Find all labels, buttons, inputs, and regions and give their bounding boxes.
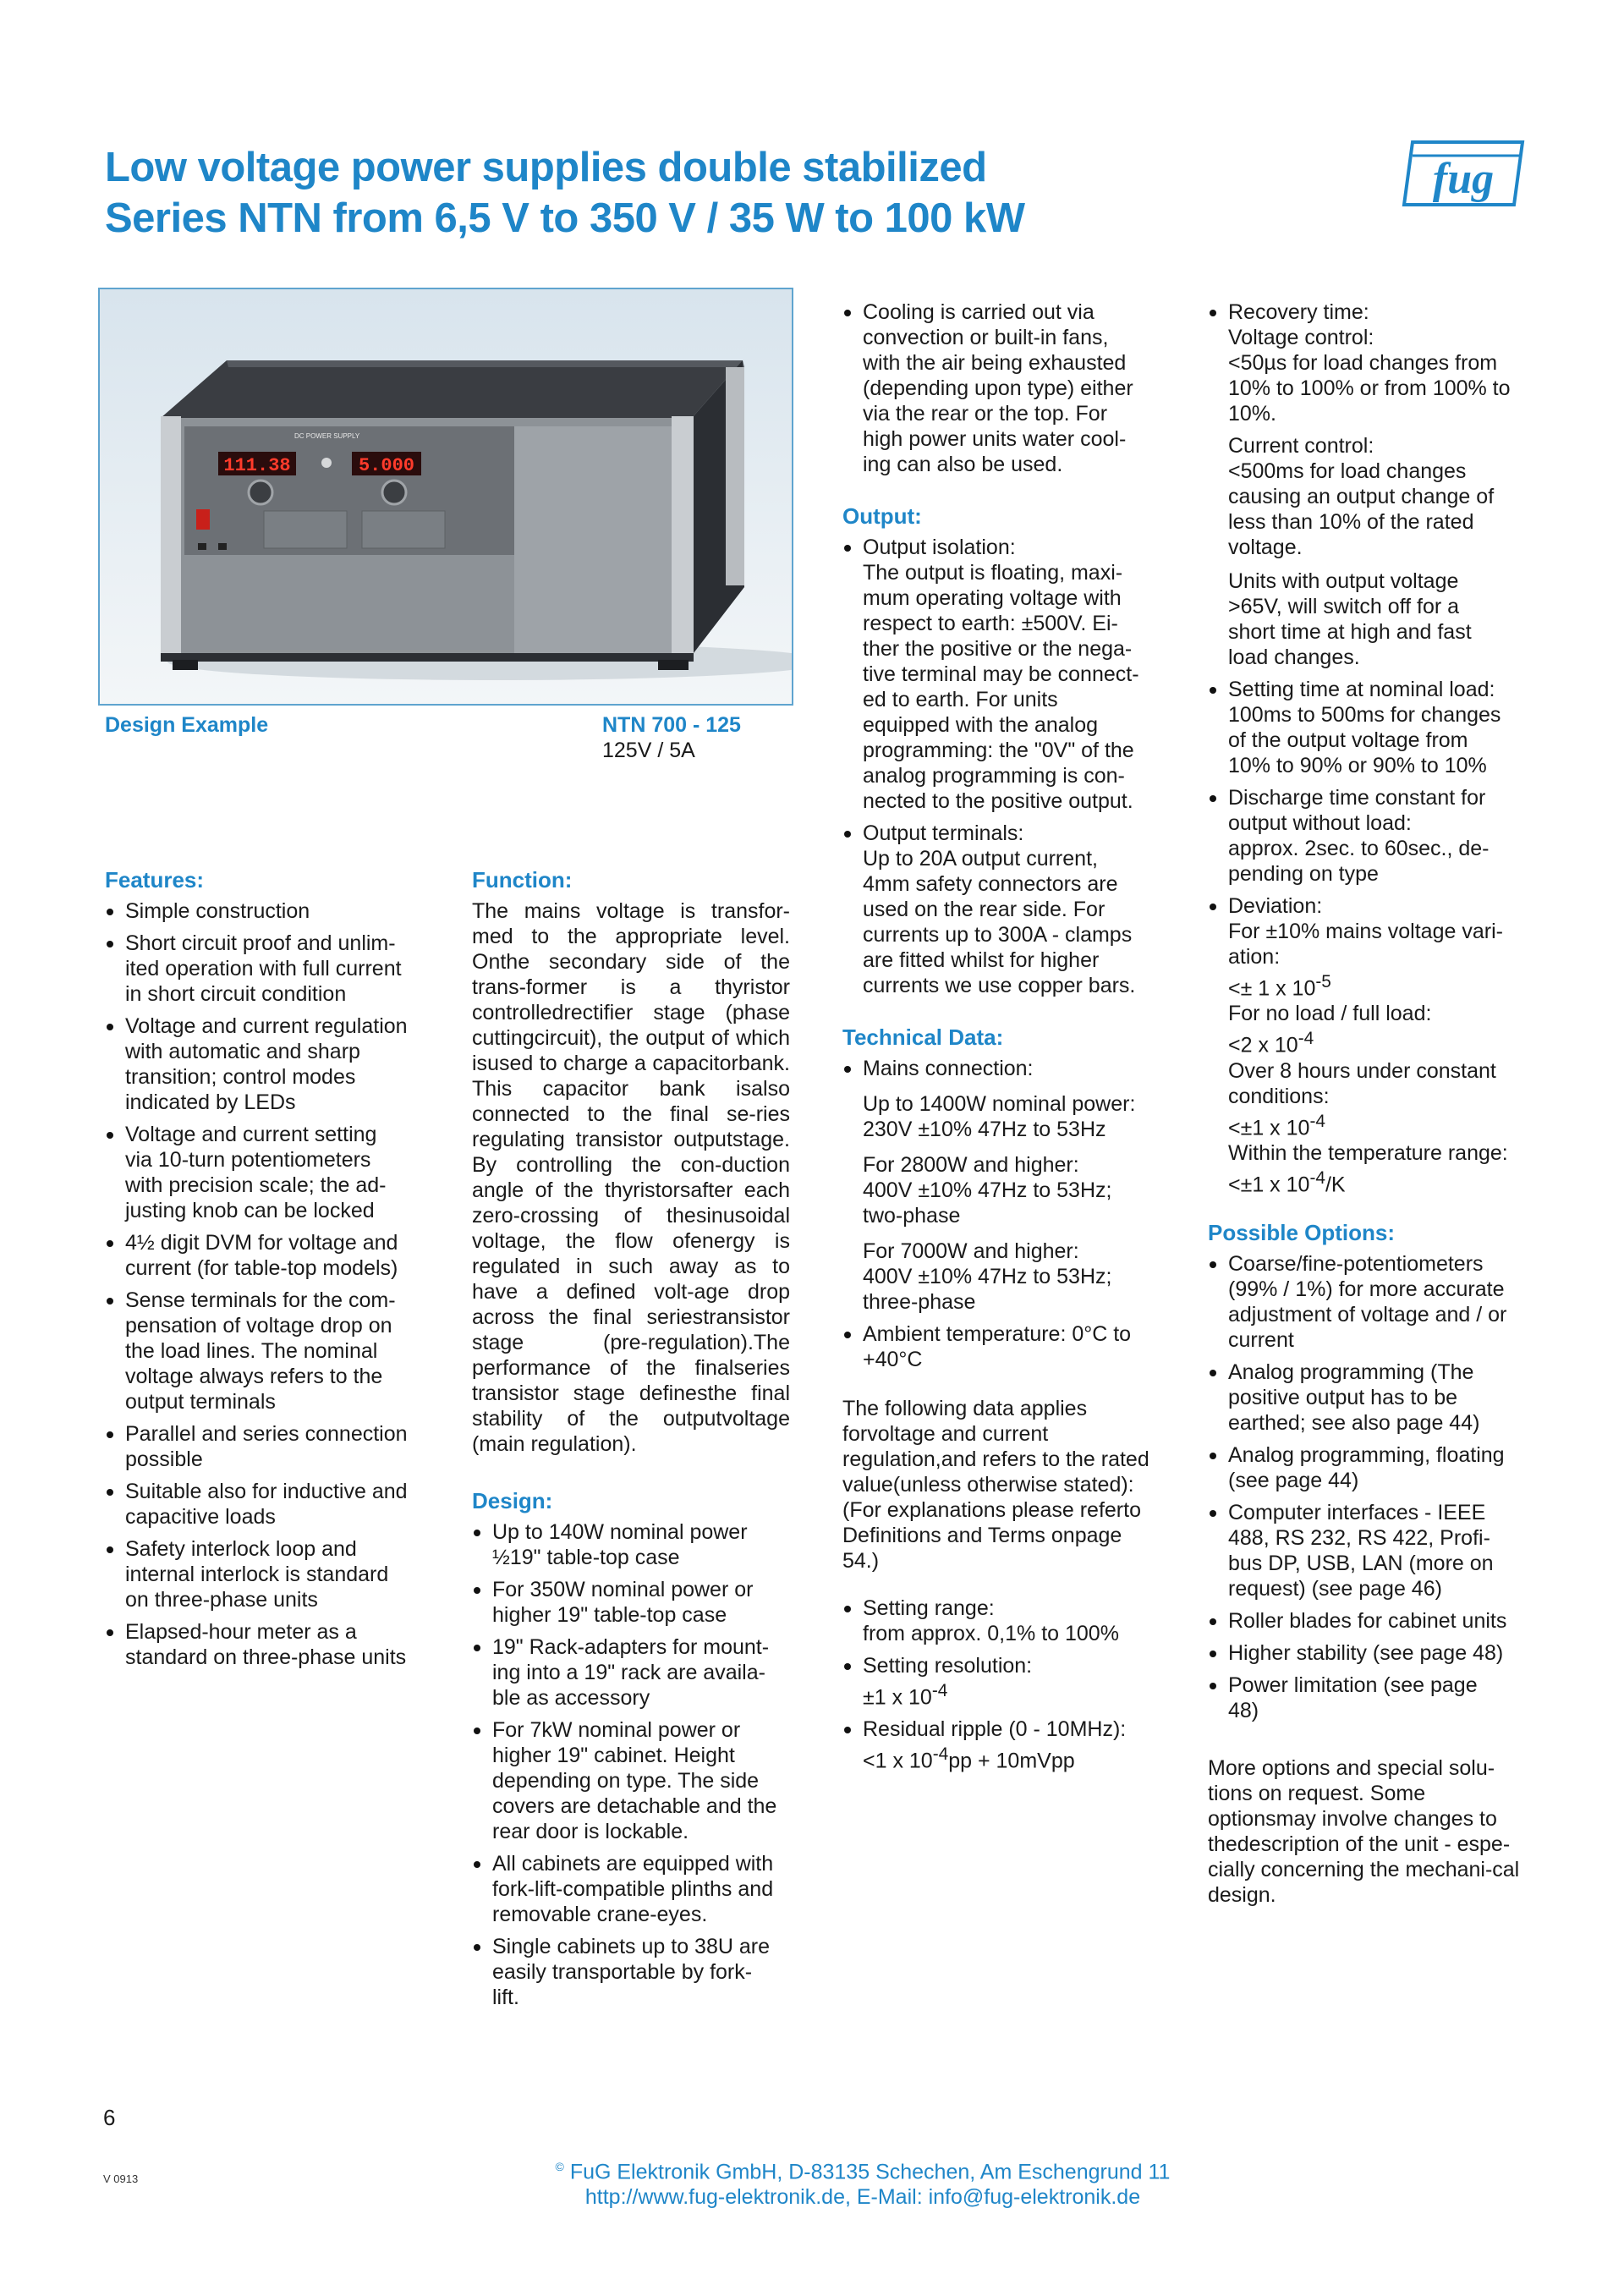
option-item-line: Coarse/fine-potentiometers	[1228, 1252, 1484, 1277]
isolation-line: ed to earth. For units	[863, 688, 1058, 711]
fug-logo	[1401, 135, 1526, 211]
option-item-line: current	[1228, 1328, 1294, 1353]
more-options-line: may involve changes to the	[1208, 1807, 1497, 1857]
setting-time-item	[1208, 677, 1521, 778]
output-isolation-label: Output isolation:	[863, 536, 1016, 559]
output-terminals-item	[842, 821, 1155, 998]
options-list	[1208, 1251, 1521, 1723]
footer-address: FuG Elektronik GmbH, D-83135 Schechen, Am Eschengrund 11	[563, 2160, 1171, 2184]
technical-note	[842, 1396, 1155, 1574]
feature-item-line: Sense terminals for the com-	[125, 1288, 396, 1312]
note-line: (unless otherwise stated):	[892, 1473, 1134, 1497]
design-item-line: higher 19" cabinet. Height	[492, 1744, 735, 1767]
recovery-options-section	[1208, 299, 1521, 1908]
option-item-line: request) (see page 46)	[1228, 1577, 1442, 1601]
more-options-line: cal design.	[1208, 1858, 1520, 1908]
design-item-line: ing into a 19" rack are availa-	[492, 1661, 765, 1684]
feature-item-line: ited operation with full current	[125, 957, 402, 980]
setting-resolution-value: ±1 x 10	[863, 1685, 932, 1710]
current-control-line: <500ms for load changes	[1228, 459, 1467, 483]
dev-mains-line: For ±10% mains voltage vari-	[1228, 920, 1503, 943]
options-heading: Possible Options:	[1208, 1220, 1396, 1246]
feature-item	[105, 1479, 420, 1530]
isolation-line: mum operating voltage with	[863, 586, 1122, 610]
feature-item-line: transition; control modes	[125, 1065, 356, 1089]
mains-line: For 7000W and higher:	[863, 1239, 1079, 1263]
function-line: duction angle of the thyristors	[472, 1153, 790, 1202]
cooling-line: convection or built-in fans,	[863, 326, 1109, 349]
cooling-line: Cooling is carried out via	[863, 300, 1095, 324]
function-line: age drop across the final series	[472, 1280, 790, 1329]
setting-time-line: Setting time at nominal load:	[1228, 678, 1495, 701]
function-line: voltage (main regulation).	[472, 1407, 790, 1456]
note-line: The following data applies for	[842, 1397, 1088, 1446]
design-item-line: covers are detachable and the	[492, 1794, 777, 1818]
function-line: med to the appropriate level. On	[472, 925, 790, 974]
feature-item-line: voltage always refers to the	[125, 1365, 383, 1388]
discharge-line: output without load:	[1228, 811, 1412, 835]
design-item-line: easily transportable by fork-	[492, 1960, 753, 1984]
dev-temp-value: <±1 x 10	[1228, 1173, 1310, 1197]
terminals-line: used on the rear side. For	[863, 898, 1106, 921]
feature-item	[105, 1536, 420, 1612]
feature-item	[105, 898, 420, 924]
design-item	[472, 1717, 790, 1844]
mains-line: 230V ±10% 47Hz to 53Hz	[863, 1118, 1106, 1141]
feature-item-line: with automatic and sharp	[125, 1040, 360, 1063]
option-item-line: Computer interfaces - IEEE	[1228, 1501, 1486, 1525]
output-heading: Output:	[842, 503, 922, 529]
power-supply-illustration	[100, 289, 792, 704]
function-line: ries regulating transistor output	[472, 1102, 790, 1151]
setting-time-line: of the output voltage from	[1228, 728, 1468, 752]
features-heading: Features:	[105, 867, 205, 893]
recovery-item	[1208, 299, 1521, 670]
feature-item-line: with precision scale; the ad-	[125, 1173, 387, 1197]
cooling-line: with the air being exhausted	[863, 351, 1127, 375]
units-note-line: >65V, will switch off for a	[1228, 595, 1460, 618]
isolation-line: tive terminal may be connect-	[863, 662, 1139, 686]
ripple-exponent: -4	[932, 1744, 949, 1765]
option-item	[1208, 1608, 1521, 1634]
page-title	[105, 142, 1025, 244]
design-item-line: All cabinets are equipped with	[492, 1852, 774, 1876]
design-item-line: depending on type. The side	[492, 1769, 760, 1793]
option-item	[1208, 1500, 1521, 1601]
option-item-line: positive output has to be	[1228, 1386, 1458, 1410]
ambient-line: Ambient temperature: 0°C to	[863, 1322, 1132, 1346]
function-line: after each zero-crossing of the	[472, 1178, 791, 1228]
cooling-line: ing can also be used.	[863, 453, 1063, 476]
design-item-line: For 7kW nominal power or	[492, 1718, 741, 1742]
terminals-line: are fitted whilst for higher	[863, 948, 1100, 972]
dev-temp-label: Within the temperature range:	[1228, 1140, 1508, 1165]
setting-resolution-item	[842, 1653, 1155, 1710]
setting-resolution-exponent: -4	[931, 1681, 948, 1700]
discharge-line: approx. 2sec. to 60sec., de-	[1228, 837, 1490, 860]
design-item	[472, 1934, 790, 2010]
dev-load-value: <2 x 10	[1228, 1033, 1298, 1057]
design-example-caption	[105, 712, 268, 738]
option-item	[1208, 1673, 1521, 1723]
ambient-item	[842, 1321, 1155, 1372]
more-options-text	[1208, 1755, 1521, 1908]
current-display: 5.000	[358, 455, 415, 476]
option-item-line: 48)	[1228, 1699, 1259, 1723]
option-item-line: bus DP, USB, LAN (more on	[1228, 1552, 1494, 1576]
design-list	[472, 1519, 790, 2010]
feature-item	[105, 931, 420, 1007]
more-options-line: description of the unit - espe-	[1237, 1832, 1511, 1857]
setting-range-item	[842, 1596, 1155, 1646]
features-section	[105, 866, 420, 1677]
feature-item-line: on three-phase units	[125, 1588, 318, 1612]
feature-item-line: Safety interlock loop and	[125, 1537, 357, 1561]
title-line-2: Series NTN from 6,5 V to 350 V / 35 W to 100 kW	[105, 195, 1025, 241]
setting-resolution-label: Setting resolution:	[863, 1654, 1033, 1678]
function-line: rectifier stage (phase cutting	[472, 1001, 790, 1050]
dev-temp-exponent: -4	[1309, 1167, 1325, 1188]
dev-load-label: For no load / full load:	[1228, 1002, 1432, 1026]
option-item	[1208, 1442, 1521, 1493]
option-item	[1208, 1640, 1521, 1666]
function-line: energy is regulated in such a	[472, 1229, 790, 1278]
more-options-line: tions on request. Some options	[1208, 1782, 1426, 1832]
dev-hours-line: conditions:	[1228, 1084, 1330, 1108]
setting-time-line: 100ms to 500ms for changes	[1228, 703, 1501, 727]
feature-item-line: Suitable also for inductive and	[125, 1480, 408, 1503]
function-line: used to charge a capacitor	[487, 1052, 738, 1075]
product-photo	[98, 288, 793, 706]
feature-item-line: the load lines. The nominal	[125, 1339, 378, 1363]
function-heading: Function:	[472, 867, 573, 893]
dev-mains-exponent: -5	[1315, 972, 1331, 991]
design-item	[472, 1634, 790, 1711]
feature-item	[105, 1421, 420, 1472]
recovery-label: Recovery time:	[1228, 300, 1369, 324]
output-terminals-label: Output terminals:	[863, 821, 1024, 845]
technical-heading: Technical Data:	[842, 1024, 1004, 1050]
design-item-line: fork-lift-compatible plinths and	[492, 1877, 774, 1901]
isolation-line: ther the positive or the nega-	[863, 637, 1133, 661]
mains-label: Mains connection:	[863, 1057, 1034, 1080]
design-item	[472, 1577, 790, 1628]
cooling-line: via the rear or the top. For	[863, 402, 1108, 426]
option-item	[1208, 1251, 1521, 1353]
logo-text: fug	[1432, 155, 1495, 203]
isolation-line: programming: the "0V" of the	[863, 739, 1134, 762]
feature-item-line: possible	[125, 1447, 203, 1471]
feature-item-line: justing knob can be locked	[125, 1199, 375, 1222]
function-line: way as to have a defined volt-	[472, 1255, 790, 1304]
model-caption	[602, 712, 741, 763]
panel-label: DC POWER SUPPLY	[294, 432, 360, 440]
feature-item-line: in short circuit condition	[125, 982, 347, 1006]
design-item-line: higher 19" table-top case	[492, 1603, 727, 1627]
setting-time-line: 10% to 90% or 90% to 10%	[1228, 754, 1487, 777]
option-item	[1208, 1359, 1521, 1436]
feature-item-line: Simple construction	[125, 899, 310, 923]
output-technical-section	[842, 299, 1155, 1781]
feature-item-line: 4½ digit DVM for voltage and	[125, 1231, 398, 1255]
function-line: bank. This capacitor bank is	[472, 1052, 790, 1101]
copyright-mark: ©	[555, 2160, 564, 2173]
function-line: the secondary side of the trans-	[472, 950, 790, 999]
note-line: voltage and current regulation,	[842, 1422, 1049, 1471]
more-options-line: cially concerning the mechani-	[1208, 1858, 1493, 1882]
option-item-line: (99% / 1%) for more accurate	[1228, 1277, 1505, 1302]
function-line: stage. By controlling the con-	[472, 1128, 790, 1177]
feature-item-line: pensation of voltage drop on	[125, 1314, 392, 1338]
function-line: The mains voltage is transfor-	[472, 899, 790, 923]
ambient-line: +40°C	[863, 1348, 923, 1371]
function-line: The performance of the final	[472, 1331, 790, 1380]
setting-range-line: from approx. 0,1% to 100%	[863, 1622, 1119, 1645]
cooling-line: high power units water cool-	[863, 427, 1127, 451]
output-isolation-item	[842, 535, 1155, 814]
feature-item-line: Short circuit proof and unlim-	[125, 931, 396, 955]
note-line: page 54.)	[842, 1524, 1122, 1573]
function-line: series transistor stage defines	[472, 1356, 790, 1405]
current-control-line: causing an output change of	[1228, 485, 1495, 508]
option-item-line: Analog programming, floating	[1228, 1443, 1505, 1468]
terminals-line: 4mm safety connectors are	[863, 872, 1118, 896]
feature-item-line: indicated by LEDs	[125, 1090, 296, 1114]
setting-range-line: Setting range:	[863, 1596, 995, 1620]
dev-mains-line: ation:	[1228, 945, 1281, 969]
feature-item-line: standard on three-phase units	[125, 1645, 407, 1669]
features-list	[105, 898, 420, 1670]
design-item-line: ble as accessory	[492, 1686, 650, 1710]
option-item-line: 488, RS 232, RS 422, Profi-	[1228, 1526, 1490, 1551]
feature-item	[105, 1013, 420, 1115]
feature-item-line: Voltage and current regulation	[125, 1014, 408, 1038]
dev-hours-line: Over 8 hours under constant	[1228, 1058, 1496, 1083]
mains-line: 400V ±10% 47Hz to 53Hz;	[863, 1178, 1112, 1202]
mains-line: three-phase	[863, 1290, 976, 1314]
mains-line: two-phase	[863, 1204, 961, 1228]
function-line: circuit), the output of which is	[472, 1026, 790, 1075]
feature-item-line: output terminals	[125, 1390, 276, 1414]
dev-hours-exponent: -4	[1309, 1111, 1325, 1131]
design-item	[472, 1851, 790, 1927]
units-note-line: short time at high and fast	[1228, 620, 1472, 644]
deviation-label: Deviation:	[1228, 894, 1323, 918]
option-item-line: (see page 44)	[1228, 1469, 1359, 1493]
ripple-label: Residual ripple (0 - 10MHz):	[863, 1717, 1127, 1742]
terminals-line: currents up to 300A - clamps	[863, 923, 1133, 947]
function-line: also connected to the final se-	[472, 1077, 790, 1126]
dev-hours-value: <±1 x 10	[1228, 1115, 1310, 1140]
design-item-line: Single cabinets up to 38U are	[492, 1935, 770, 1958]
function-text	[472, 898, 790, 1457]
model-rating: 125V / 5A	[602, 739, 695, 762]
voltage-control-line: 10%.	[1228, 402, 1276, 426]
terminals-line: currents we use copper bars.	[863, 974, 1136, 997]
function-line: transistor stage (pre-regulation).	[472, 1305, 790, 1354]
mains-line: For 2800W and higher:	[863, 1153, 1079, 1177]
dev-mains-value: <± 1 x 10	[1228, 976, 1316, 1001]
mains-item	[842, 1056, 1155, 1315]
design-example-label: Design Example	[105, 713, 269, 737]
discharge-line: Discharge time constant for	[1228, 786, 1486, 810]
feature-item-line: internal interlock is standard	[125, 1563, 389, 1586]
discharge-item	[1208, 785, 1521, 887]
design-item-line: removable crane-eyes.	[492, 1903, 708, 1926]
ripple-value-a: <1 x 10	[863, 1749, 933, 1773]
current-control-line: Current control:	[1228, 434, 1374, 458]
feature-item	[105, 1122, 420, 1223]
function-line: the final stability of the output	[472, 1381, 790, 1431]
mains-line: 400V ±10% 47Hz to 53Hz;	[863, 1265, 1112, 1288]
model-name: NTN 700 - 125	[602, 713, 741, 737]
option-item-line: earthed; see also page 44)	[1228, 1411, 1480, 1436]
terminals-line: Up to 20A output current,	[863, 847, 1098, 871]
voltage-control-line: <50µs for load changes from	[1228, 351, 1498, 375]
function-line: former is a thyristor controlled	[472, 975, 790, 1024]
dev-load-exponent: -4	[1298, 1029, 1314, 1049]
design-item-line: Up to 140W nominal power	[492, 1520, 748, 1544]
option-item-line: adjustment of voltage and / or	[1228, 1303, 1507, 1327]
voltage-control-line: 10% to 100% or from 100% to	[1228, 376, 1511, 400]
design-item-line: rear door is lockable.	[492, 1820, 689, 1843]
isolation-line: nected to the positive output.	[863, 789, 1133, 813]
design-item	[472, 1519, 790, 1570]
isolation-line: respect to earth: ±500V. Ei-	[863, 612, 1118, 635]
function-line: sinusoidal voltage, the flow of	[472, 1204, 790, 1253]
current-control-line: less than 10% of the rated	[1228, 510, 1474, 534]
note-line: and refers to the rated value	[842, 1447, 1149, 1497]
isolation-line: equipped with the analog	[863, 713, 1099, 737]
cooling-item	[842, 299, 1155, 477]
current-control-line: voltage.	[1228, 536, 1303, 559]
isolation-line: The output is floating, maxi-	[863, 561, 1123, 585]
units-note-line: Units with output voltage	[1228, 569, 1459, 593]
version-label: V 0913	[103, 2172, 139, 2185]
feature-item-line: Voltage and current setting	[125, 1123, 377, 1146]
cooling-line: (depending upon type) either	[863, 376, 1133, 400]
more-options-line: More options and special solu-	[1208, 1756, 1495, 1781]
design-item-line: 19" Rack-adapters for mount-	[492, 1635, 770, 1659]
voltage-control-line: Voltage control:	[1228, 326, 1374, 349]
note-line: (For explanations please refer	[842, 1498, 1124, 1522]
function-design-section	[472, 866, 790, 2017]
ripple-item	[842, 1717, 1155, 1773]
page-number: 6	[103, 2105, 116, 2130]
design-item-line: ½19" table-top case	[492, 1546, 680, 1569]
deviation-item	[1208, 893, 1521, 1197]
option-item-line: Roller blades for cabinet units	[1228, 1609, 1507, 1634]
feature-item-line: Parallel and series connection	[125, 1422, 408, 1446]
title-line-1: Low voltage power supplies double stabilized	[105, 145, 987, 190]
option-item-line: Higher stability (see page 48)	[1228, 1641, 1504, 1666]
design-heading: Design:	[472, 1488, 553, 1513]
mains-line: Up to 1400W nominal power:	[863, 1092, 1136, 1116]
feature-item	[105, 1230, 420, 1281]
option-item-line: Power limitation (see page	[1228, 1673, 1478, 1698]
feature-item-line: Elapsed-hour meter as a	[125, 1620, 357, 1644]
isolation-line: analog programming is con-	[863, 764, 1125, 788]
dev-temp-suffix: /K	[1325, 1173, 1346, 1197]
voltage-display: 111.38	[223, 455, 291, 476]
feature-item	[105, 1619, 420, 1670]
design-item-line: For 350W nominal power or	[492, 1578, 754, 1601]
feature-item	[105, 1288, 420, 1414]
feature-item-line: capacitive loads	[125, 1505, 276, 1529]
design-item-line: lift.	[492, 1986, 519, 2009]
note-line: to Definitions and Terms on	[842, 1498, 1141, 1547]
footer	[474, 2154, 1252, 2210]
option-item-line: Analog programming (The	[1228, 1360, 1474, 1385]
discharge-line: pending on type	[1228, 862, 1379, 886]
feature-item-line: current (for table-top models)	[125, 1256, 398, 1280]
footer-contact: http://www.fug-elektronik.de, E-Mail: info@fug-elektronik.de	[584, 2185, 1141, 2210]
feature-item-line: via 10-turn potentiometers	[125, 1148, 371, 1172]
ripple-value-b: pp + 10mVpp	[948, 1749, 1075, 1773]
units-note-line: load changes.	[1228, 645, 1360, 669]
